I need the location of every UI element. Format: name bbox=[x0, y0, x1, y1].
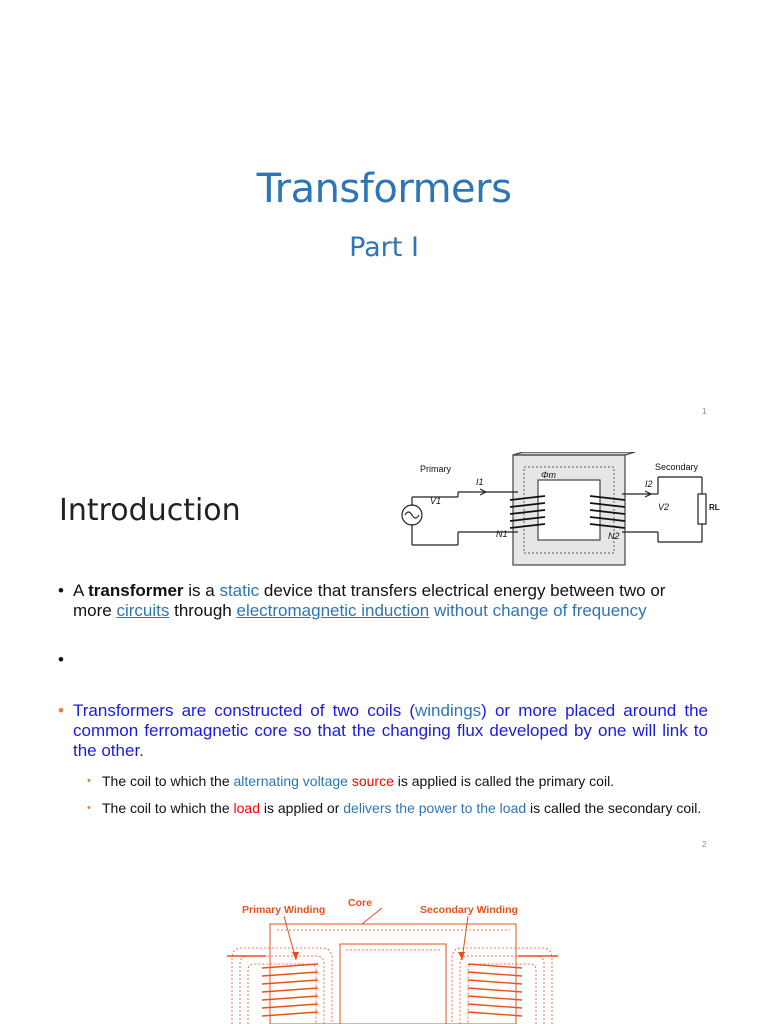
link-circuits[interactable]: circuits bbox=[116, 601, 170, 620]
term-windings: windings bbox=[415, 701, 482, 720]
page-number: 2 bbox=[702, 840, 707, 849]
term-transformer: transformer bbox=[88, 581, 184, 600]
section-heading: Introduction bbox=[59, 493, 241, 528]
bullet-dot: • bbox=[58, 701, 64, 720]
n2-label: N2 bbox=[608, 531, 620, 541]
empty-bullet: • bbox=[58, 650, 64, 669]
i2-label: I2 bbox=[645, 479, 653, 489]
n1-label: N1 bbox=[496, 529, 508, 539]
core-label: Core bbox=[348, 897, 372, 909]
bullet-dot: • bbox=[87, 802, 91, 814]
bullet-definition: • A transformer is a static device that transfers electrical energy between two or more circuits through electromagnetic induction without change of frequency bbox=[58, 581, 666, 620]
sub-bullet-secondary: • The coil to which the load is applied or delivers the power to the load is called the secondary coil. bbox=[87, 800, 702, 816]
secondary-label: Secondary bbox=[655, 462, 699, 472]
v2-label: V2 bbox=[658, 502, 670, 512]
bullet-dot: • bbox=[87, 775, 91, 787]
flux-label: Φm bbox=[541, 470, 557, 480]
load-label: RL bbox=[709, 503, 720, 512]
secondary-winding-label: Secondary Winding bbox=[420, 904, 518, 916]
bullet-dot: • bbox=[58, 581, 64, 600]
link-electromagnetic-induction[interactable]: electromagnetic induction bbox=[236, 601, 430, 620]
transformer-circuit-diagram bbox=[400, 452, 745, 572]
sub-bullet-primary: • The coil to which the alternating voltage source is applied is called the primary coil. bbox=[87, 773, 615, 789]
slide-subtitle: Part I bbox=[349, 232, 419, 263]
transformer-core-diagram bbox=[222, 890, 562, 1024]
page-number: 1 bbox=[702, 407, 707, 416]
v1-label: V1 bbox=[430, 496, 442, 506]
slide-title: Transformers bbox=[256, 166, 512, 212]
primary-winding-label: Primary Winding bbox=[242, 904, 326, 916]
bullet-construction: • Transformers are constructed of two coils (windings) or more placed around the common ferromagnetic core so that the changing flux developed by one will link to the other. bbox=[58, 701, 708, 760]
i1-label: I1 bbox=[476, 477, 484, 487]
primary-label: Primary bbox=[420, 464, 451, 474]
term-static: static bbox=[219, 581, 260, 600]
